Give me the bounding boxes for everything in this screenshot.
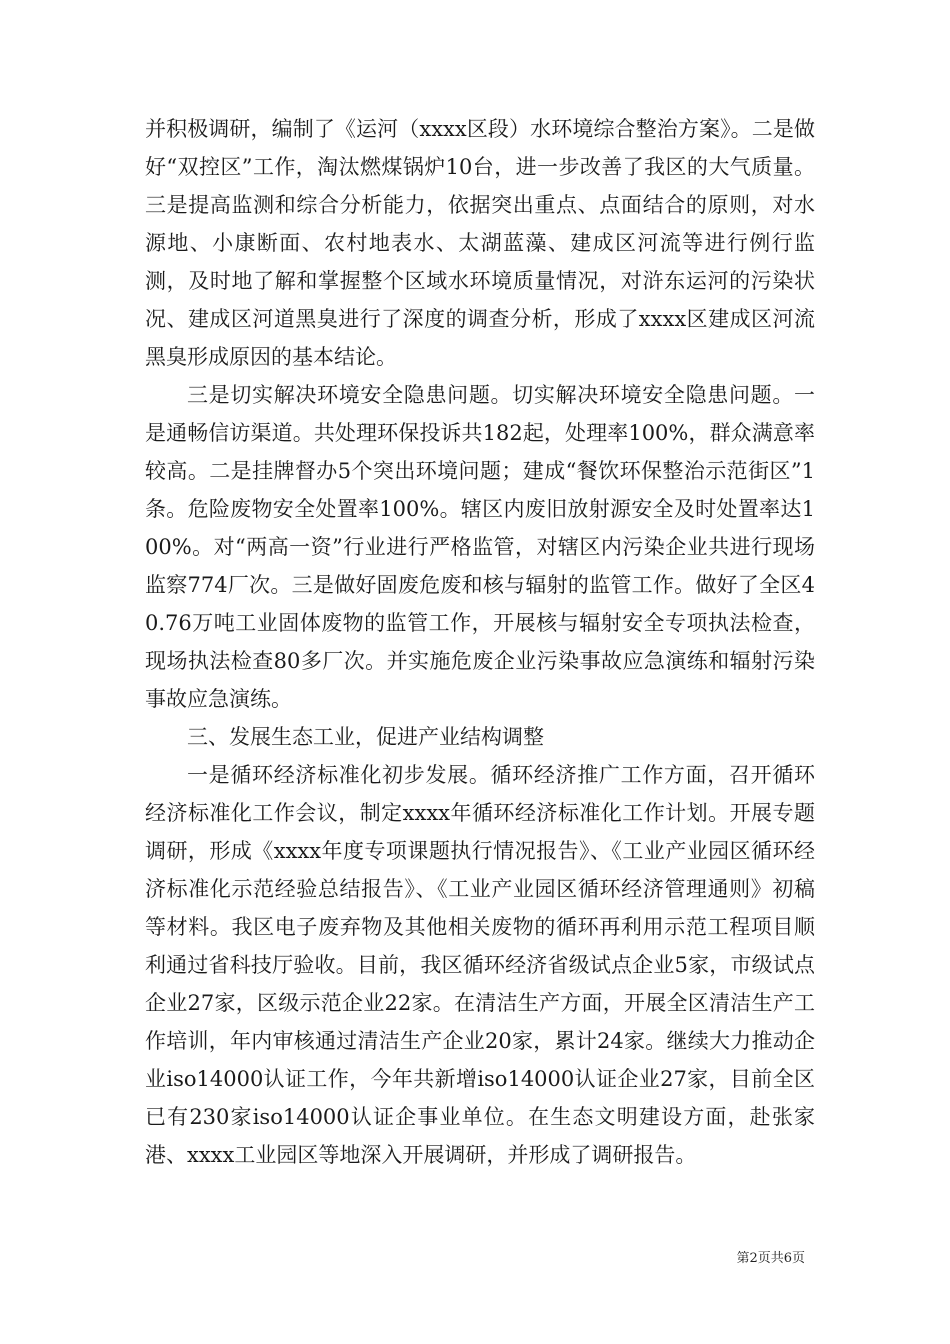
paragraph-continuation: 并积极调研，编制了《运河（xxxx区段）水环境综合整治方案》。二是做好“双控区”工作，淘汰燃煤锅炉10台，进一步改善了我区的大气质量。三是提高监测和综合分析能力，依据突出重点、点面结合的原则，对水源地、小康断面、农村地表水、太湖蓝藻、建成区河流等进行例行监测，及时地了解和掌握整个区域水环境质量情况，对浒东运河的污染状况、建成区河道黑臭进行了深度的调查分析，形成了xxxx区建成区河流黑臭形成原因的基本结论。 xyxy=(145,117,815,369)
section-heading: 三、发展生态工业，促进产业结构调整 xyxy=(187,725,544,749)
paragraph-environment-safety: 三是切实解决环境安全隐患问题。切实解决环境安全隐患问题。一是通畅信访渠道。共处理环保投诉共182起，处理率100%，群众满意率较高。二是挂牌督办5个突出环境问题；建成“餐饮环保整治示范街区”1条。危险废物安全处置率100%。辖区内废旧放射源安全及时处置率达100%。对“两高一资”行业进行严格监管，对辖区内污染企业共进行现场监察774厂次。三是做好固废危废和核与辐射的监管工作。做好了全区40.76万吨工业固体废物的监管工作，开展核与辐射安全专项执法检查，现场执法检查80多厂次。并实施危废企业污染事故应急演练和辐射污染事故应急演练。 xyxy=(145,383,815,711)
paragraph-circular-economy: 一是循环经济标准化初步发展。循环经济推广工作方面，召开循环经济标准化工作会议，制定xxxx年循环经济标准化工作计划。开展专题调研，形成《xxxx年度专项课题执行情况报告》、《工业产业园区循环经济标准化示范经验总结报告》、《工业产业园区循环经济管理通则》初稿等材料。我区电子废弃物及其他相关废物的循环再利用示范工程项目顺利通过省科技厅验收。目前，我区循环经济省级试点企业5家，市级试点企业27家，区级示范企业22家。在清洁生产方面，开展全区清洁生产工作培训，年内审核通过清洁生产企业20家，累计24家。继续大力推动企业iso14000认证工作，今年共新增iso14000认证企业27家，目前全区已有230家iso14000认证企事业单位。在生态文明建设方面，赴张家港、xxxx工业园区等地深入开展调研，并形成了调研报告。 xyxy=(145,763,815,1167)
document-body xyxy=(145,110,815,1174)
page-number: 第2页共6页 xyxy=(736,1251,805,1266)
